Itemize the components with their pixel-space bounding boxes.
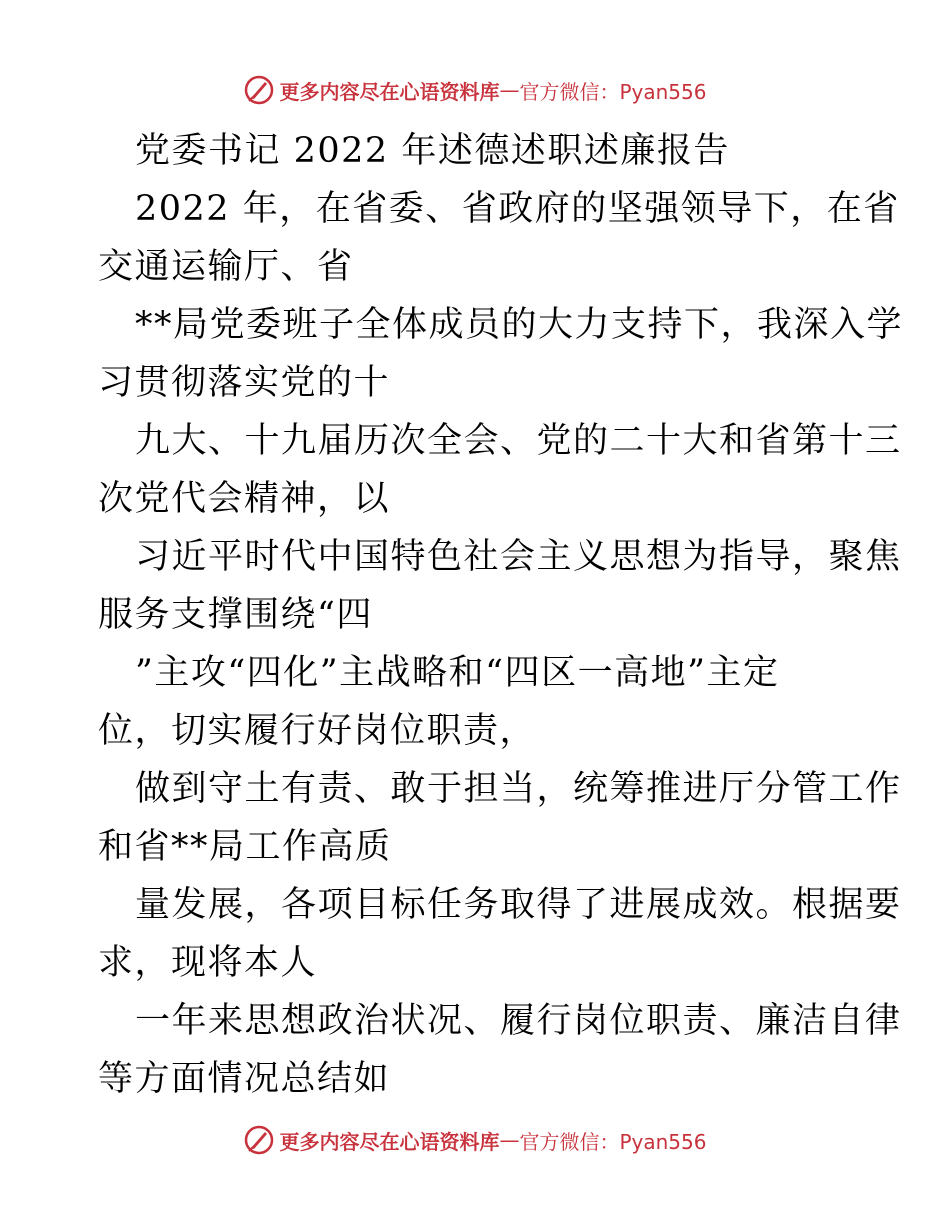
- document-body: [98, 122, 904, 1108]
- header-banner: [0, 70, 950, 110]
- text-line: 交通运输厅、省: [98, 247, 354, 287]
- text-line: 求，现将本人: [98, 943, 318, 983]
- text-line: 服务支撑围绕“四: [98, 595, 373, 635]
- text-line: 习贯彻落实党的十: [98, 363, 391, 403]
- text-line: ”主攻“四化”主战略和“四区一高地”主定: [135, 653, 780, 693]
- text-line: **局党委班子全体成员的大力支持下，我深入学: [135, 305, 904, 345]
- text-line: 做到守土有责、敢于担当，统筹推进厅分管工作: [135, 769, 902, 809]
- banner-text: 更多内容尽在心语资料库: [279, 79, 500, 104]
- banner-separator: —: [499, 78, 520, 102]
- quill-logo-icon: [243, 1124, 275, 1156]
- banner-separator: —: [499, 1128, 520, 1152]
- banner-text: 更多内容尽在心语资料库: [279, 1129, 500, 1154]
- banner-contact: 官方微信：Pyan556: [519, 79, 707, 104]
- text-line: 量发展，各项目标任务取得了进展成效。根据要: [135, 885, 902, 925]
- text-line: 次党代会精神，以: [98, 479, 391, 519]
- banner-contact: 官方微信：Pyan556: [519, 1129, 707, 1154]
- text-line: 一年来思想政治状况、履行岗位职责、廉洁自律: [135, 1001, 902, 1041]
- text-line: 九大、十九届历次全会、党的二十大和省第十三: [135, 421, 902, 461]
- text-line: 党委书记 2022 年述德述职述廉报告: [135, 131, 730, 171]
- footer-banner: [0, 1120, 950, 1160]
- text-line: 2022 年，在省委、省政府的坚强领导下，在省: [135, 189, 900, 229]
- text-line: 习近平时代中国特色社会主义思想为指导，聚焦: [135, 537, 902, 577]
- text-line: 等方面情况总结如: [98, 1059, 391, 1099]
- text-line: 和省**局工作高质: [98, 827, 392, 867]
- quill-logo-icon: [243, 74, 275, 106]
- text-line: 位，切实履行好岗位职责，: [98, 711, 537, 751]
